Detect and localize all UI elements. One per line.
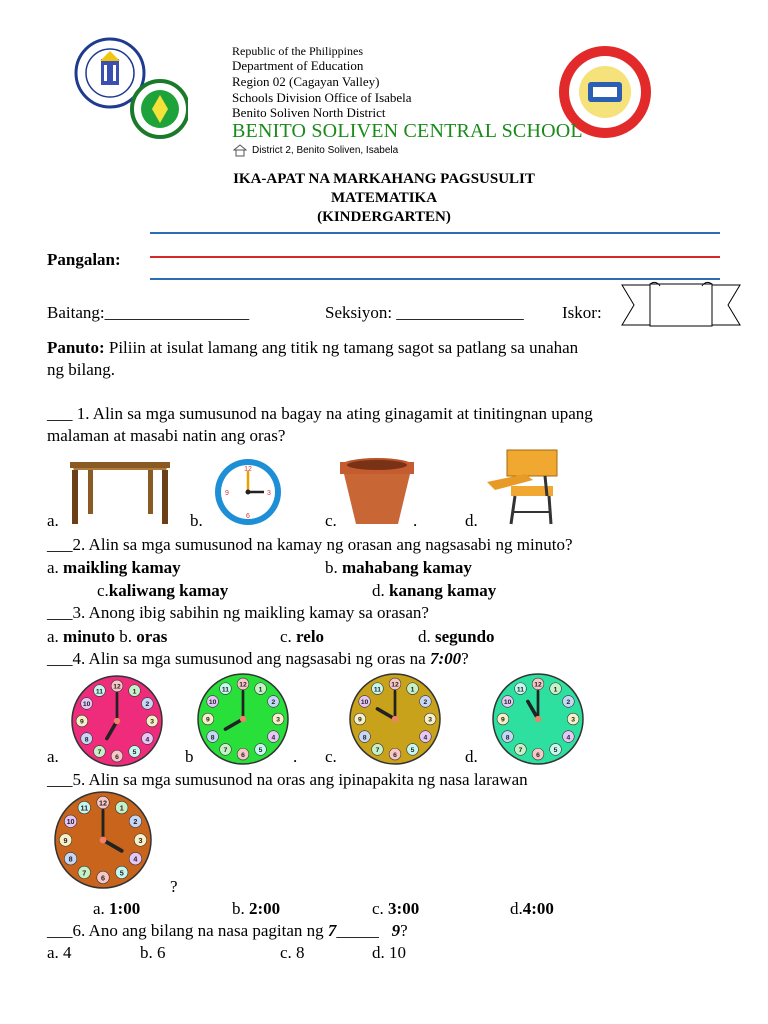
svg-text:1: 1 — [410, 686, 415, 694]
svg-text:12: 12 — [239, 681, 247, 689]
grade-field[interactable]: Baitang:_________________ — [47, 303, 250, 322]
q5-choice-a — [93, 898, 140, 920]
q5-b-text: 2:00 — [249, 899, 281, 918]
svg-text:5: 5 — [553, 747, 558, 755]
svg-text:8: 8 — [210, 734, 215, 742]
q3-c-label: c. — [280, 627, 292, 646]
svg-text:2: 2 — [423, 699, 428, 707]
q1-stem: ___ 1. Alin sa mga sumusunod na bagay na ating ginagamit at tinitingnan upang — [47, 404, 593, 423]
svg-text:12: 12 — [391, 681, 399, 689]
q5-a-text: 1:00 — [109, 899, 141, 918]
home-icon — [233, 144, 247, 157]
q4-choice-c-label: c. — [325, 747, 337, 766]
svg-text:6: 6 — [393, 751, 397, 759]
q2-b-text: mahabang kamay — [342, 558, 472, 577]
q2-choice-a — [47, 557, 181, 579]
rule-top — [150, 232, 720, 234]
q5-choice-b — [232, 898, 280, 920]
q2-c-text: kaliwang kamay — [108, 581, 229, 600]
q4-qmark: ? — [461, 649, 469, 668]
q1-choice-d-label: d. — [465, 511, 478, 530]
svg-text:6: 6 — [241, 751, 245, 759]
svg-text:12: 12 — [99, 798, 107, 808]
q3-choice-ab — [47, 626, 167, 648]
header-region: Region 02 (Cagayan Valley) — [232, 74, 380, 89]
q6-choice-b: b. 6 — [140, 943, 166, 962]
svg-text:3: 3 — [267, 490, 271, 497]
school-chair-image — [485, 446, 565, 526]
score-ribbon-box[interactable] — [620, 280, 742, 330]
q2-a-text: maikling kamay — [63, 558, 181, 577]
wall-clock-image — [210, 456, 288, 528]
level-title: (KINDERGARTEN) — [317, 209, 451, 225]
q5-choice-c — [372, 898, 419, 920]
q3-b-text: oras — [136, 627, 168, 646]
svg-text:3: 3 — [138, 835, 143, 845]
q3-choice-d — [418, 626, 495, 648]
exam-title: IKA-APAT NA MARKAHANG PAGSUSULIT — [233, 171, 535, 187]
q5-c-label: c. — [372, 899, 384, 918]
svg-text:4: 4 — [271, 734, 276, 742]
q6-blank[interactable]: _____ — [336, 921, 379, 940]
q2-choice-d — [372, 580, 496, 602]
instructions-text-2: ng bilang. — [47, 360, 115, 379]
q4-time: 7:00 — [429, 649, 462, 668]
q3-a-label: a. — [47, 627, 59, 646]
q5-clock — [44, 790, 162, 890]
subject-title: MATEMATIKA — [330, 190, 438, 206]
q5-choice-d — [510, 898, 554, 920]
svg-text:5: 5 — [410, 747, 415, 755]
svg-text:1: 1 — [258, 686, 263, 694]
svg-text:9: 9 — [225, 490, 229, 497]
svg-text:4: 4 — [566, 734, 571, 742]
svg-text:1: 1 — [119, 803, 124, 813]
svg-text:9: 9 — [80, 718, 84, 726]
deped-division-seal-icon — [132, 81, 188, 137]
q6-stem — [47, 920, 408, 942]
svg-text:4: 4 — [423, 734, 428, 742]
q4-stem — [47, 648, 469, 670]
svg-text:11: 11 — [221, 686, 230, 694]
svg-text:3: 3 — [150, 718, 154, 726]
svg-text:3: 3 — [428, 716, 432, 724]
svg-text:6: 6 — [246, 513, 250, 520]
q3-c-text: relo — [296, 627, 325, 646]
svg-text:4: 4 — [133, 854, 138, 864]
svg-text:12: 12 — [113, 683, 121, 691]
svg-text:10: 10 — [82, 701, 91, 709]
q4-clock-d — [485, 672, 591, 766]
svg-text:2: 2 — [133, 817, 138, 827]
school-address: District 2, Benito Soliven, Isabela — [252, 145, 399, 156]
q5-stem: ___5. Alin sa mga sumusunod na oras ang ipinapakita ng nasa larawan — [47, 770, 528, 789]
svg-text:3: 3 — [571, 716, 575, 724]
table-image — [66, 458, 174, 526]
q4-choice-a-label: a. — [47, 747, 59, 766]
header-division: Schools Division Office of Isabela — [232, 90, 412, 105]
svg-text:7: 7 — [97, 749, 102, 757]
score-label: Iskor: — [562, 303, 602, 322]
instructions-text: Piliin at isulat lamang ang titik ng tamang sagot sa patlang sa unahan — [108, 338, 579, 357]
name-label: Pangalan: — [47, 250, 121, 269]
header-district: Benito Soliven North District — [232, 105, 386, 120]
q5-d-label: d. — [510, 899, 523, 918]
q2-stem: ___2. Alin sa mga sumusunod na kamay ng orasan ang nagsasabi ng minuto? — [47, 535, 573, 554]
q5-b-label: b. — [232, 899, 245, 918]
q2-choice-b — [325, 557, 472, 579]
q6-choice-c: c. 8 — [280, 943, 305, 962]
q1-choice-a-label: a. — [47, 511, 59, 530]
svg-text:4: 4 — [145, 736, 150, 744]
svg-text:11: 11 — [80, 803, 89, 813]
q6-choice-d: d. 10 — [372, 943, 406, 962]
svg-text:10: 10 — [503, 699, 512, 707]
svg-text:5: 5 — [258, 747, 263, 755]
q4-choice-b-label: b — [185, 747, 194, 766]
svg-text:1: 1 — [132, 688, 137, 696]
q6-stem-text: ___6. Ano ang bilang na nasa pagitan ng — [47, 921, 324, 940]
instructions — [47, 337, 578, 359]
svg-text:8: 8 — [505, 734, 510, 742]
q6-n1: 7 — [327, 921, 337, 940]
header-department: Department of Education — [232, 58, 364, 73]
q6-qmark: ? — [400, 921, 408, 940]
svg-text:10: 10 — [360, 699, 369, 707]
svg-text:7: 7 — [223, 747, 228, 755]
svg-text:3: 3 — [276, 716, 280, 724]
q5-a-label: a. — [93, 899, 105, 918]
q2-b-label: b. — [325, 558, 338, 577]
q4-choice-d-label: d. — [465, 747, 478, 766]
svg-text:6: 6 — [101, 873, 105, 883]
svg-text:9: 9 — [63, 835, 68, 845]
svg-text:9: 9 — [501, 716, 505, 724]
svg-text:11: 11 — [516, 686, 525, 694]
name-line[interactable] — [150, 256, 720, 258]
q3-b-label: b. — [119, 627, 133, 646]
q3-d-label: d. — [418, 627, 431, 646]
svg-text:5: 5 — [132, 749, 137, 757]
svg-text:9: 9 — [206, 716, 210, 724]
q2-d-text: kanang kamay — [389, 581, 497, 600]
svg-text:8: 8 — [84, 736, 89, 744]
q1-choice-c-dot: . — [413, 511, 418, 530]
q3-d-text: segundo — [435, 627, 495, 646]
school-name: BENITO SOLIVEN CENTRAL SCHOOL — [232, 120, 583, 142]
q2-choice-c — [97, 580, 228, 602]
header-republic: Republic of the Philippines — [232, 44, 363, 58]
svg-text:8: 8 — [68, 854, 73, 864]
q5-qmark: ? — [170, 877, 178, 896]
q5-c-text: 3:00 — [388, 899, 420, 918]
svg-text:7: 7 — [375, 747, 380, 755]
q6-n2: 9 — [391, 921, 401, 940]
q4-clock-b — [190, 672, 296, 766]
q1-stem-2: malaman at masabi natin ang oras? — [47, 426, 286, 445]
svg-text:11: 11 — [95, 688, 104, 696]
svg-text:6: 6 — [115, 753, 119, 761]
section-field[interactable]: Seksiyon: _______________ — [325, 303, 524, 322]
svg-text:7: 7 — [518, 747, 523, 755]
q4-choice-b-dot: . — [293, 747, 298, 766]
svg-text:2: 2 — [566, 699, 571, 707]
q4-stem-text: ___4. Alin sa mga sumusunod ang nagsasabi ng oras na — [47, 649, 426, 668]
q2-a-label: a. — [47, 558, 59, 577]
q5-d-text: 4:00 — [522, 899, 554, 918]
svg-text:11: 11 — [373, 686, 382, 694]
clay-pot-image — [338, 456, 416, 528]
svg-text:9: 9 — [358, 716, 362, 724]
q1-choice-b-label: b. — [190, 511, 203, 530]
instructions-label: Panuto: — [47, 338, 105, 357]
q4-clock-a — [64, 674, 170, 768]
svg-text:8: 8 — [362, 734, 367, 742]
q3-a-text: minuto — [63, 627, 116, 646]
svg-text:6: 6 — [536, 751, 540, 759]
q3-stem: ___3. Anong ibig sabihin ng maikling kamay sa orasan? — [47, 603, 429, 622]
svg-text:1: 1 — [553, 686, 558, 694]
q4-clock-c — [342, 672, 448, 766]
svg-text:10: 10 — [208, 699, 217, 707]
deped-seals — [68, 35, 188, 141]
svg-text:2: 2 — [145, 701, 150, 709]
q2-d-label: d. — [372, 581, 385, 600]
svg-text:7: 7 — [82, 868, 87, 878]
q1-choice-c-label: c. — [325, 511, 337, 530]
svg-text:12: 12 — [534, 681, 542, 689]
q2-c-label: c. — [97, 581, 109, 600]
svg-text:2: 2 — [271, 699, 276, 707]
q6-choice-a: a. 4 — [47, 943, 72, 962]
svg-text:10: 10 — [66, 817, 75, 827]
q3-choice-c — [280, 626, 324, 648]
svg-text:12: 12 — [244, 466, 252, 473]
svg-text:5: 5 — [119, 868, 124, 878]
